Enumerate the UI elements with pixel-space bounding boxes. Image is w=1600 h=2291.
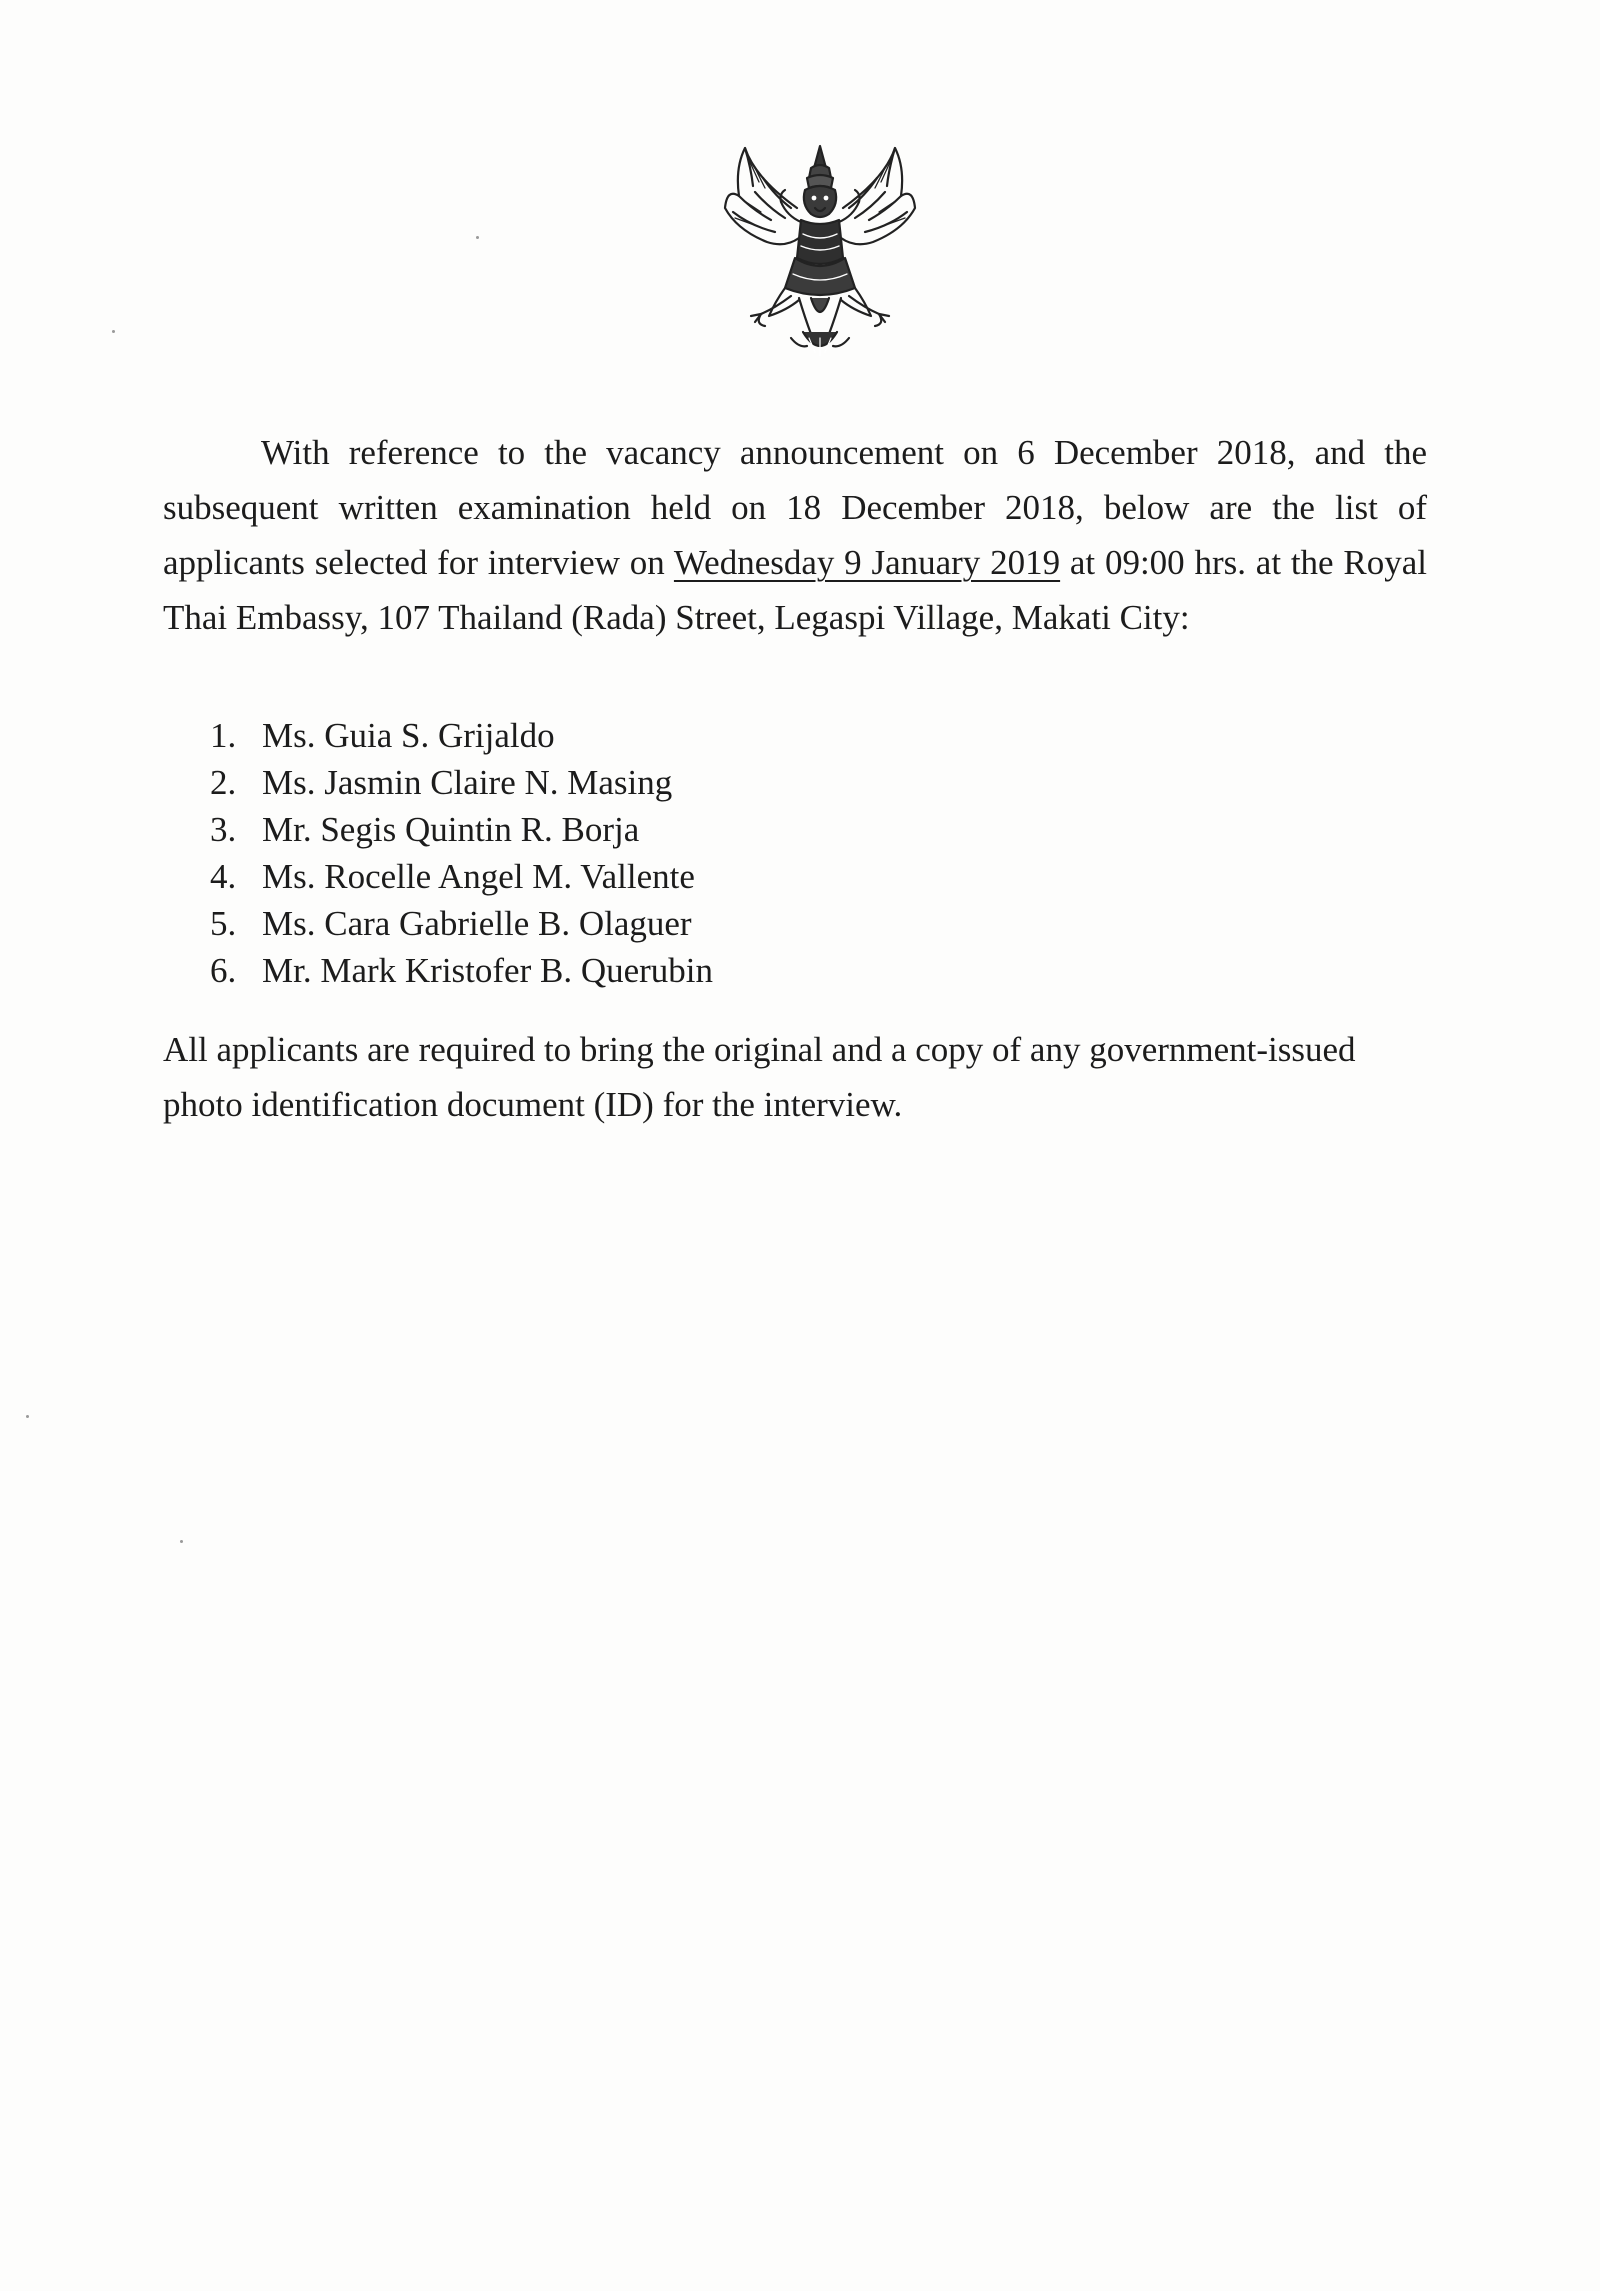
applicant-name: Ms. Cara Gabrielle B. Olaguer (262, 904, 692, 943)
applicant-name: Ms. Jasmin Claire N. Masing (262, 763, 673, 802)
intro-paragraph (163, 425, 1427, 645)
list-item (210, 900, 713, 947)
intro-text-end: at 09:00 hrs. at the Royal Thai Embassy, 107 Thailand (Rada) Street, Legaspi Village, Makati City: (163, 543, 1427, 637)
interview-date: Wednesday 9 January 2019 (673, 543, 1061, 582)
garuda-emblem-icon (715, 138, 925, 363)
list-item-number: 3. (210, 810, 237, 849)
list-item (210, 947, 713, 994)
applicant-name: Mr. Segis Quintin R. Borja (262, 810, 640, 849)
scan-speck (112, 330, 115, 333)
applicant-name: Ms. Guia S. Grijaldo (262, 716, 555, 755)
list-item (210, 712, 713, 759)
intro-text-start: With reference to the vacancy announcement on 6 December 2018, and the subsequent written examination held on 18 December 2018, below are the list of applicants selected for interview on (163, 433, 1427, 582)
list-item-number: 1. (210, 716, 237, 755)
scan-speck (26, 1415, 29, 1418)
list-item-number: 4. (210, 857, 237, 896)
scan-speck (476, 236, 479, 239)
scan-speck (180, 1540, 183, 1543)
list-item (210, 759, 713, 806)
requirements-paragraph: All applicants are required to bring the original and a copy of any government-issued photo identification document (ID) for the interview. (163, 1030, 1356, 1124)
list-item-number: 5. (210, 904, 237, 943)
list-item (210, 853, 713, 900)
applicant-list (210, 712, 713, 994)
list-item-number: 6. (210, 951, 237, 990)
applicant-name: Mr. Mark Kristofer B. Querubin (262, 951, 714, 990)
applicant-name: Ms. Rocelle Angel M. Vallente (262, 857, 695, 896)
list-item (210, 806, 713, 853)
list-item-number: 2. (210, 763, 237, 802)
